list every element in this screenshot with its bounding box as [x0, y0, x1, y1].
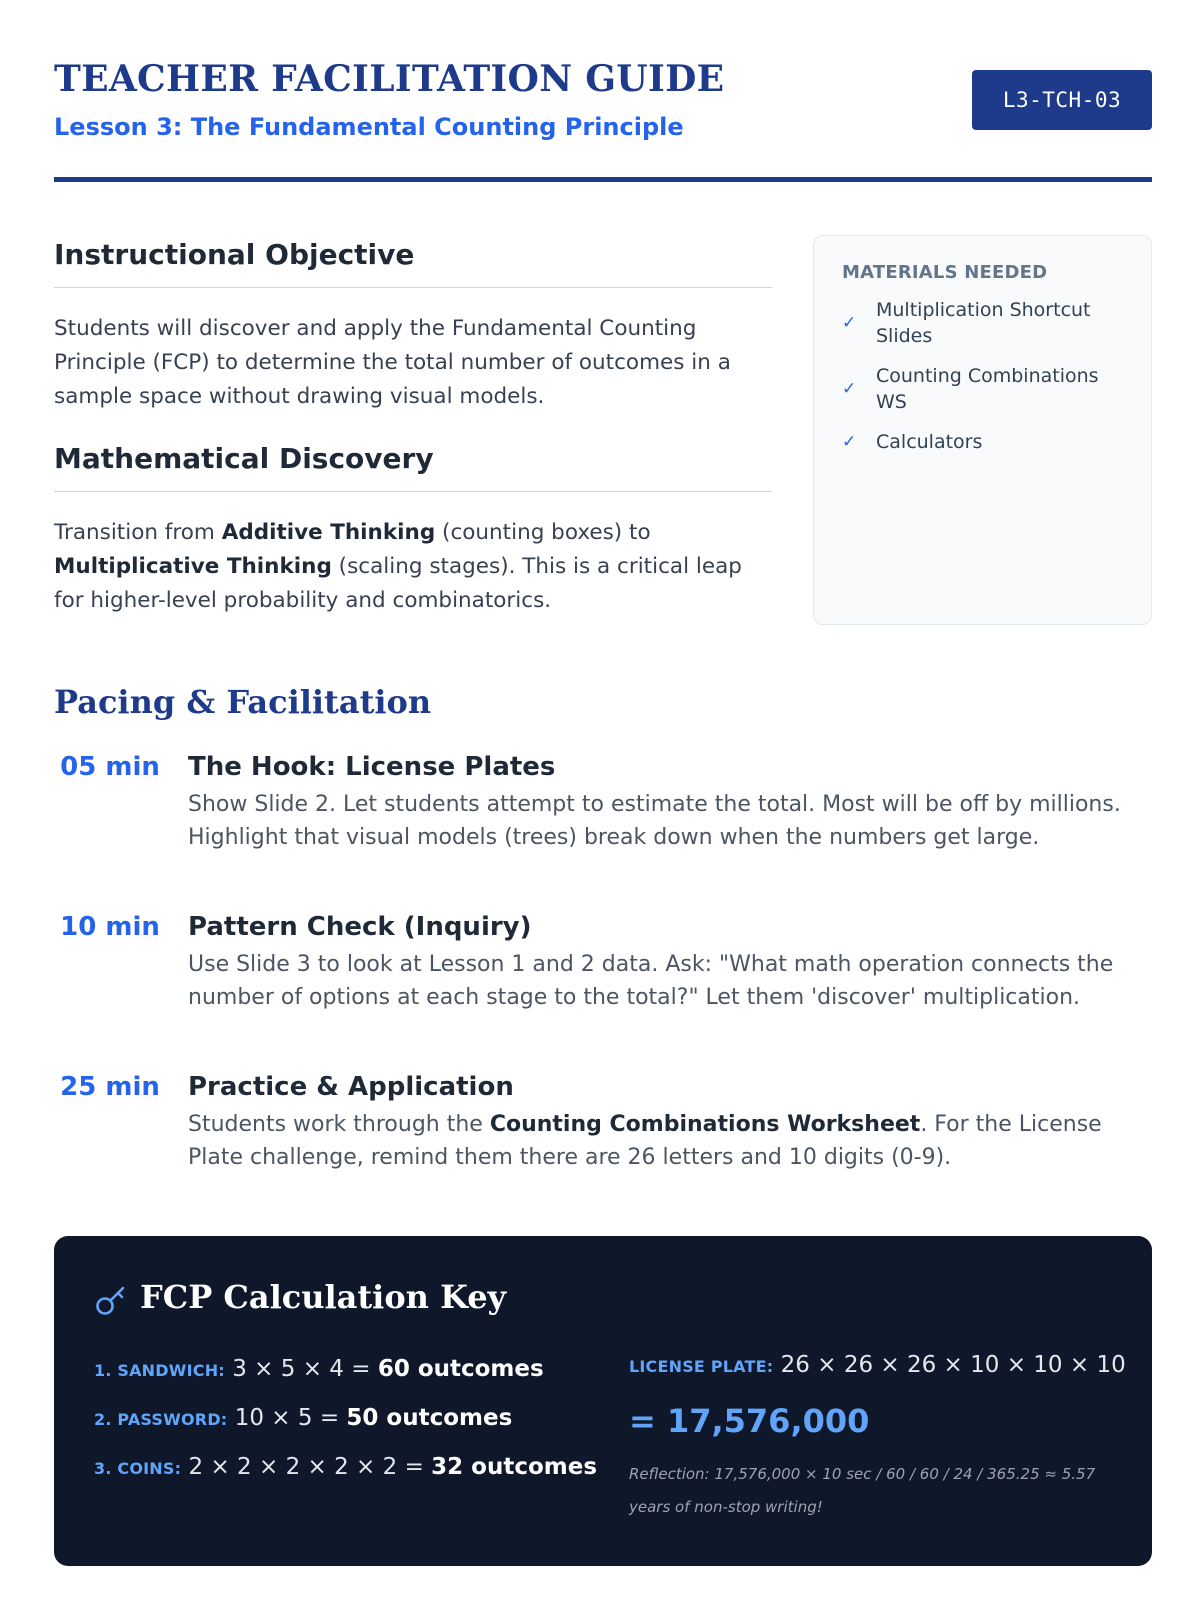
objective-text: Students will discover and apply the Fundamental Counting Principle (FCP) to determine the total number of outcomes in a sample space without drawing visual models.	[54, 316, 731, 409]
key-answer-expr: 2 × 2 × 2 × 2 × 2 =	[188, 1454, 432, 1480]
calculation-key-panel	[54, 1236, 1152, 1566]
additive-thinking-term: Additive Thinking	[221, 520, 436, 545]
lesson-subtitle: Lesson 3: The Fundamental Counting Principle	[54, 113, 684, 141]
pacing-step-title: Practice & Application	[188, 1072, 514, 1102]
worksheet-name: Counting Combinations Worksheet	[489, 1112, 921, 1137]
page-title: TEACHER FACILITATION GUIDE	[54, 58, 725, 100]
key-answer-expr: 10 × 5 =	[234, 1405, 347, 1431]
key-answer-expr: 3 × 5 × 4 =	[232, 1356, 378, 1382]
objective-heading: Instructional Objective	[54, 238, 772, 288]
license-plate-label: LICENSE PLATE:	[629, 1357, 774, 1376]
key-answer-label: 1. SANDWICH:	[94, 1361, 225, 1380]
discovery-heading: Mathematical Discovery	[54, 442, 772, 492]
pacing-step-desc: Students work through the Counting Combinations Worksheet. For the License Plate challenge, remind them there are 26 letters and 10 digits (0-9).	[188, 1112, 1102, 1170]
pacing-step-time: 25 min	[60, 1072, 160, 1102]
multiplicative-thinking-term: Multiplicative Thinking	[54, 554, 332, 579]
pacing-step-time: 05 min	[60, 752, 160, 782]
materials-title: MATERIALS NEEDED	[842, 262, 1048, 283]
key-answer-label: 2. PASSWORD:	[94, 1410, 228, 1429]
key-answer-row	[94, 1356, 544, 1382]
license-plate-row	[629, 1352, 1126, 1378]
pacing-step-desc: Use Slide 3 to look at Lesson 1 and 2 data. Ask: "What math operation connects the number of options at each stage to the total?" Let them 'discover' multiplication.	[188, 952, 1114, 1010]
license-plate-expr: 26 × 26 × 26 × 10 × 10 × 10	[780, 1352, 1126, 1378]
pacing-heading: Pacing & Facilitation	[54, 683, 432, 721]
pacing-step-time: 10 min	[60, 912, 160, 942]
key-answer-result: 50 outcomes	[346, 1405, 513, 1431]
materials-item-label: Counting Combinations WS	[876, 365, 1099, 413]
pacing-step-title: The Hook: License Plates	[188, 752, 556, 782]
key-answer-row	[94, 1405, 512, 1431]
key-title: FCP Calculation Key	[140, 1278, 507, 1316]
materials-item	[842, 429, 1123, 455]
license-plate-total: = 17,576,000	[629, 1402, 870, 1440]
lesson-code-badge: L3-TCH-03	[972, 70, 1152, 130]
key-answer-row	[94, 1454, 597, 1480]
materials-item	[842, 297, 1123, 349]
materials-item-label: Calculators	[876, 431, 983, 453]
key-answer-label: 3. COINS:	[94, 1459, 182, 1478]
key-answer-result: 32 outcomes	[431, 1454, 598, 1480]
header	[54, 58, 1152, 182]
materials-item	[842, 363, 1123, 415]
pacing-step-desc: Show Slide 2. Let students attempt to estimate the total. Most will be off by millions. Highlight that visual models (trees) break down when the numbers get large.	[188, 792, 1121, 850]
reflection-note: Reflection: 17,576,000 × 10 sec / 60 / 60 / 24 / 365.25 ≈ 5.57 years of non-stop writing!	[629, 1465, 1096, 1516]
materials-item-label: Multiplication Shortcut Slides	[876, 299, 1091, 347]
key-answer-result: 60 outcomes	[377, 1356, 544, 1382]
check-icon: ✓	[842, 313, 857, 332]
key-icon	[94, 1284, 128, 1318]
materials-panel	[813, 235, 1152, 625]
facilitation-guide-page	[54, 0, 1152, 1600]
pacing-step-title: Pattern Check (Inquiry)	[188, 912, 532, 942]
check-icon: ✓	[842, 379, 857, 398]
discovery-text: Transition from Additive Thinking (counting boxes) to Multiplicative Thinking (scaling stages). This is a critical leap for higher-level probability and combinatorics.	[54, 520, 742, 613]
check-icon: ✓	[842, 432, 857, 451]
